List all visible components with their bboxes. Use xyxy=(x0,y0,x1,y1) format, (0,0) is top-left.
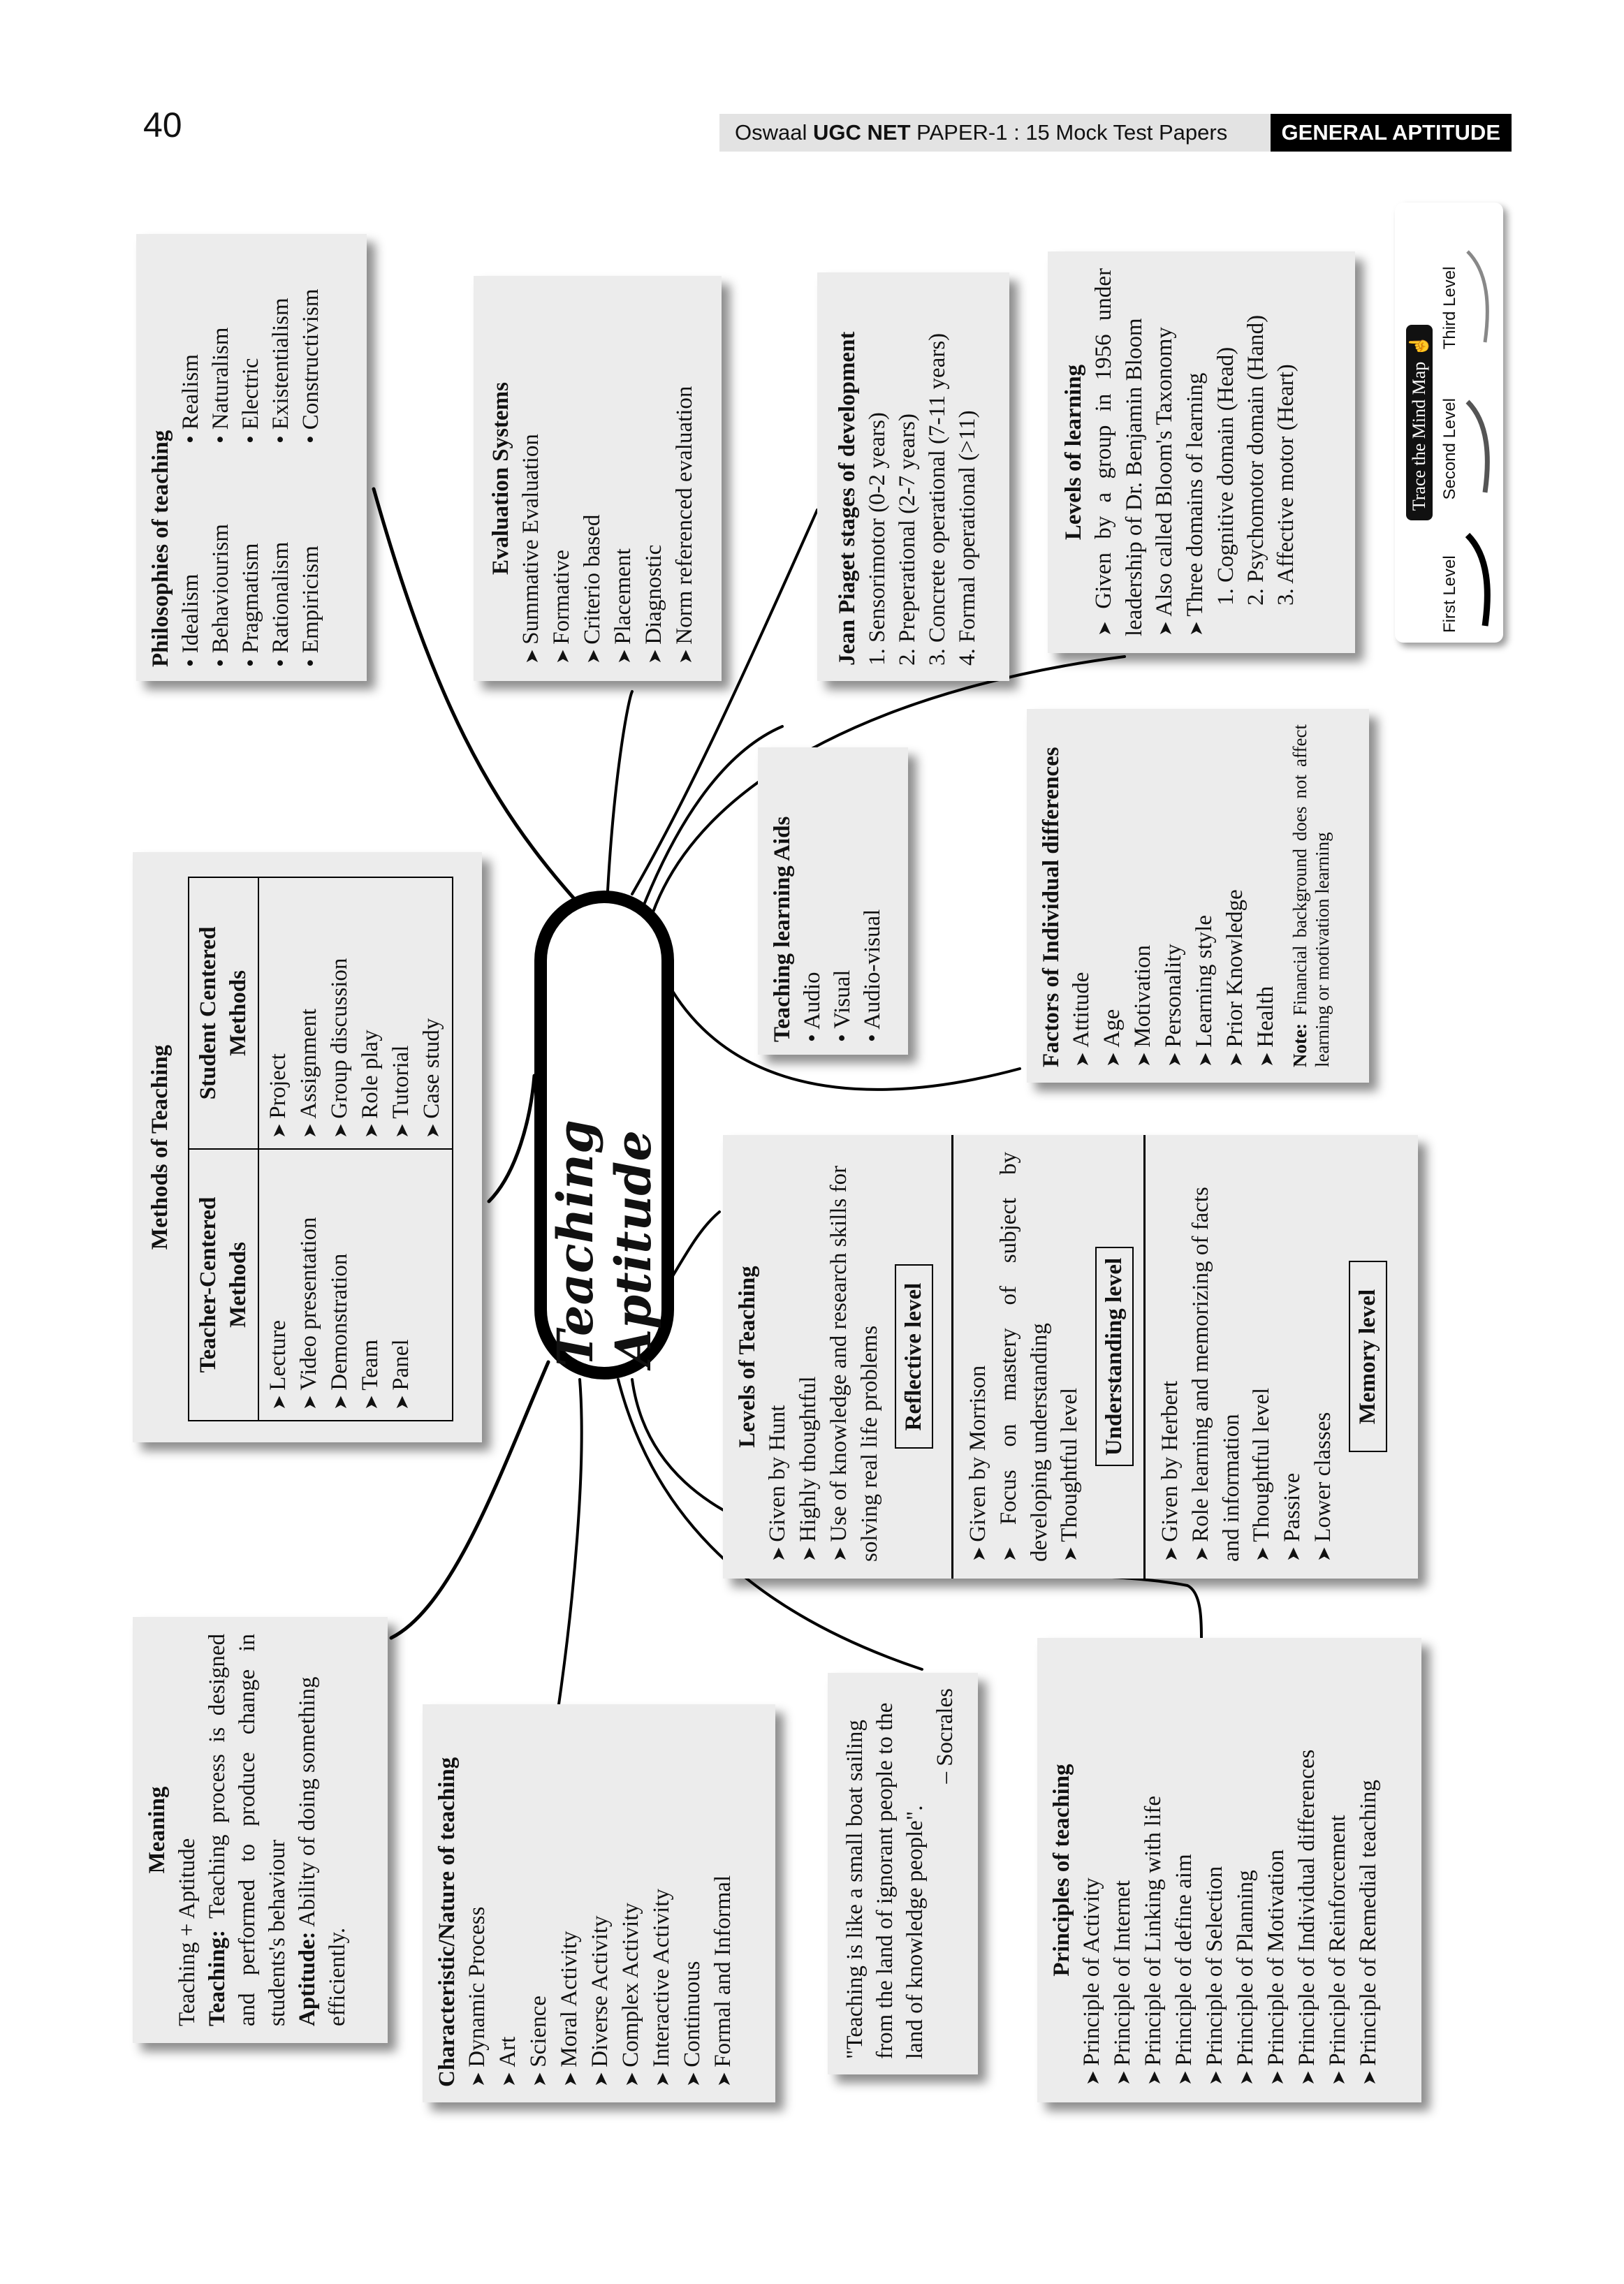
list-item: ➤ Principle of Motivation xyxy=(1261,1655,1292,2086)
list-item: ➤ Dynamic Process xyxy=(462,1720,493,2087)
meaning-aptitude-label: Aptitude: xyxy=(295,1931,320,2026)
list-item: ➤ Health xyxy=(1251,724,1282,1067)
branch-levels xyxy=(667,1212,719,1285)
teaching-levels-title: Levels of Teaching xyxy=(735,1266,760,1448)
list-item: ➤ Principle of define aim xyxy=(1169,1655,1200,2086)
philosophies-title: Philosophies of teaching xyxy=(148,430,173,667)
list-item: • Empiricism xyxy=(296,464,326,667)
list-item: ➤ Norm referenced evaluation xyxy=(670,293,701,664)
list-item: 2. Psychomotor domain (Hand) xyxy=(1243,314,1268,606)
list-item: ➤ Panel xyxy=(386,1159,417,1410)
list-item: ➤ Demonstration xyxy=(325,1159,356,1410)
factors-note xyxy=(1289,724,1333,1067)
characteristics-box xyxy=(423,1704,775,2102)
piaget-title: Jean Piaget stages of development xyxy=(835,331,860,666)
factors-note-label: Note: xyxy=(1289,1023,1310,1067)
list-item: ➤ Lecture xyxy=(263,1159,294,1410)
aids-box xyxy=(758,747,908,1055)
meaning-aptitude xyxy=(293,1634,353,2026)
list-item: ➤ Focus on mastery of subject by developing understanding xyxy=(994,1152,1055,1562)
list-item: ➤ Thoughtful level xyxy=(1247,1152,1278,1562)
teaching-levels-box xyxy=(723,1135,1418,1579)
list-item: • Existentialism xyxy=(266,289,296,444)
legend-third-label: Third Level xyxy=(1440,266,1459,350)
legend-second xyxy=(1440,349,1501,499)
list-item: ➤ Age xyxy=(1097,724,1128,1067)
list-item: 1. Cognitive domain (Head) xyxy=(1213,346,1238,606)
legend-title-text: Trace the Mind Map xyxy=(1409,361,1429,511)
meaning-aptitude-text: Ability of doing something efficiently. xyxy=(295,1676,350,2026)
meaning-teaching-text: Teaching process is designed and performed to produce change in students's behaviour xyxy=(205,1633,290,2026)
list-item: ➤ Role play xyxy=(356,888,386,1139)
legend-first xyxy=(1440,500,1501,634)
methods-col2-header: Student Centered Methods xyxy=(189,877,258,1149)
evaluation-title: Evaluation Systems xyxy=(488,382,513,575)
list-item: ➤ Interactive Activity xyxy=(647,1720,678,2087)
list-item: ➤ Continuous xyxy=(678,1720,708,2087)
branch-methods xyxy=(489,1076,534,1201)
factors-title: Factors of Individual differences xyxy=(1039,747,1064,1067)
list-item: • Pragmatism xyxy=(236,464,266,667)
list-item: ➤ Case study xyxy=(417,888,448,1139)
legend-first-label: First Level xyxy=(1440,555,1459,633)
branch-evaluation xyxy=(608,691,632,891)
principles-title: Principles of teaching xyxy=(1049,1764,1074,1977)
list-item: ➤ Formative xyxy=(547,293,578,664)
list-item: ➤ Principle of Individual differences xyxy=(1292,1655,1323,2086)
factors-note-text: Financial background does not affect learning or motivation learning xyxy=(1289,724,1333,1067)
legend-title xyxy=(1406,325,1433,520)
meaning-title: Meaning xyxy=(145,1786,170,1874)
list-item: ➤ Given by Hunt xyxy=(763,1152,793,1562)
list-item: ➤ Placement xyxy=(608,293,639,664)
list-item: ➤ Formal and Informal xyxy=(708,1720,739,2087)
methods-table xyxy=(188,877,453,1421)
understanding-level-label: Understanding level xyxy=(1095,1247,1134,1467)
memory-section xyxy=(1146,1135,1397,1579)
center-node xyxy=(534,891,674,1379)
list-item: 1. Sensorimotor (0-2 years) xyxy=(865,412,890,666)
meaning-box xyxy=(133,1617,388,2043)
header-section: GENERAL APTITUDE xyxy=(1271,114,1512,152)
bloom-title: Levels of learning xyxy=(1061,364,1086,541)
center-title: Teaching Aptitude xyxy=(546,1120,662,1367)
hand-pointer-icon: ☝ xyxy=(1409,334,1429,358)
list-item: 2. Preperational (2-7 years) xyxy=(895,413,920,666)
list-item: ➤ Attitude xyxy=(1067,724,1097,1067)
page-number: 40 xyxy=(143,105,182,145)
philosophies-box xyxy=(136,234,367,681)
characteristics-title: Characteristic/Nature of teaching xyxy=(434,1757,460,2087)
list-item: ➤ Video presentation xyxy=(294,1159,325,1410)
quote-box xyxy=(828,1673,978,2074)
list-item: ➤ Science xyxy=(524,1720,555,2087)
list-item: • Behaviourism xyxy=(206,464,236,667)
list-item: • Constructivism xyxy=(296,289,326,444)
list-item: 3. Affective motor (Heart) xyxy=(1273,364,1299,606)
list-item: • Visual xyxy=(828,760,858,1042)
factors-box xyxy=(1027,709,1369,1083)
list-item: ➤ Thoughtful level xyxy=(1055,1152,1085,1562)
list-item: • Idealism xyxy=(176,464,206,667)
list-item: ➤ Prior Knowledge xyxy=(1220,724,1251,1067)
list-item: ➤ Learning style xyxy=(1190,724,1220,1067)
philosophies-list xyxy=(176,248,326,667)
list-item: ➤ Principle of Internet xyxy=(1108,1655,1139,2086)
memory-level-label: Memory level xyxy=(1349,1261,1387,1453)
list-item: 3. Concrete operational (7-11 years) xyxy=(925,332,950,666)
branch-characteristics xyxy=(559,1379,582,1704)
list-item: ➤ Complex Activity xyxy=(616,1720,647,2087)
principles-box xyxy=(1037,1638,1421,2102)
list-item: ➤ Principle of Reinforcement xyxy=(1323,1655,1354,2086)
list-item: • Rationalism xyxy=(266,464,296,667)
list-item: ➤ Project xyxy=(263,888,294,1139)
understanding-section xyxy=(953,1135,1146,1579)
methods-title: Methods of Teaching xyxy=(147,1044,173,1250)
list-item: • Realism xyxy=(176,289,206,444)
quote-text: "Teaching is like a small boat sailing from the land of ignorant people to the land of knowledge people". xyxy=(842,1702,928,2059)
legend-third xyxy=(1440,212,1501,349)
list-item: ➤ Role learning and memorizing of facts and information xyxy=(1186,1152,1247,1562)
third-level-stroke-icon xyxy=(1461,244,1495,349)
list-item: ➤ Summative Evaluation xyxy=(516,293,547,664)
list-item: ➤ Principle of Activity xyxy=(1077,1655,1108,2086)
evaluation-box xyxy=(474,276,722,681)
list-item: ➤ Moral Activity xyxy=(555,1720,585,2087)
list-item: ➤ Art xyxy=(493,1720,524,2087)
list-item: ➤ Principle of Planning xyxy=(1231,1655,1261,2086)
list-item: • Audio-visual xyxy=(858,760,888,1042)
methods-col1-header: Teacher-Centered Methods xyxy=(189,1149,258,1421)
piaget-box xyxy=(817,272,1009,681)
list-item: ➤ Also called Bloom's Taxonomy xyxy=(1150,268,1180,636)
list-item: • Electric xyxy=(236,289,266,444)
first-level-stroke-icon xyxy=(1461,528,1495,633)
list-item: ➤ Use of knowledge and research skills for solving real life problems xyxy=(824,1152,885,1562)
meaning-teaching-label: Teaching: xyxy=(205,1929,230,2026)
list-item: ➤ Given by a group in 1956 under leadership of Dr. Benjamin Bloom xyxy=(1089,268,1150,636)
list-item: ➤ Lower classes xyxy=(1308,1152,1339,1562)
list-item: ➤ Assignment xyxy=(294,888,325,1139)
bloom-box xyxy=(1048,251,1355,653)
list-item: • Audio xyxy=(798,760,828,1042)
quote-author: – Socrales xyxy=(932,1688,958,1784)
header-publisher: Oswaal xyxy=(735,120,807,145)
list-item: ➤ Three domains of learning xyxy=(1180,268,1211,636)
list-item: ➤ Tutorial xyxy=(386,888,417,1139)
list-item: ➤ Diverse Activity xyxy=(585,1720,616,2087)
meaning-line1: Teaching + Aptitude xyxy=(175,1838,200,2026)
legend xyxy=(1395,203,1503,643)
list-item: ➤ Personality xyxy=(1159,724,1190,1067)
list-item: 4. Formal operational (>11) xyxy=(955,410,980,666)
header-subtitle: PAPER-1 : 15 Mock Test Papers xyxy=(916,120,1228,145)
list-item: ➤ Diagnostic xyxy=(639,293,670,664)
reflective-level-label: Reflective level xyxy=(895,1265,933,1449)
list-item: ➤ Group discussion xyxy=(325,888,356,1139)
list-item: ➤ Highly thoughtful xyxy=(793,1152,824,1562)
legend-second-label: Second Level xyxy=(1440,398,1459,500)
list-item: ➤ Given by Herbert xyxy=(1155,1152,1186,1562)
list-item: ➤ Principle of Selection xyxy=(1200,1655,1231,2086)
list-item: ➤ Team xyxy=(356,1159,386,1410)
reflective-section xyxy=(723,1135,953,1579)
aids-title: Teaching learning Aids xyxy=(770,816,795,1042)
methods-box xyxy=(133,852,482,1442)
list-item: ➤ Passive xyxy=(1278,1152,1308,1562)
header-series: UGC NET xyxy=(813,120,911,145)
meaning-teaching xyxy=(203,1634,293,2026)
second-level-stroke-icon xyxy=(1461,395,1495,500)
list-item: ➤ Principle of Remedial teaching xyxy=(1354,1655,1384,2086)
list-item: ➤ Given by Morrison xyxy=(963,1152,994,1562)
list-item: ➤ Motivation xyxy=(1128,724,1159,1067)
list-item: ➤ Principle of Linking with life xyxy=(1139,1655,1169,2086)
list-item: ➤ Criterio based xyxy=(578,293,608,664)
list-item: • Naturalism xyxy=(206,289,236,444)
